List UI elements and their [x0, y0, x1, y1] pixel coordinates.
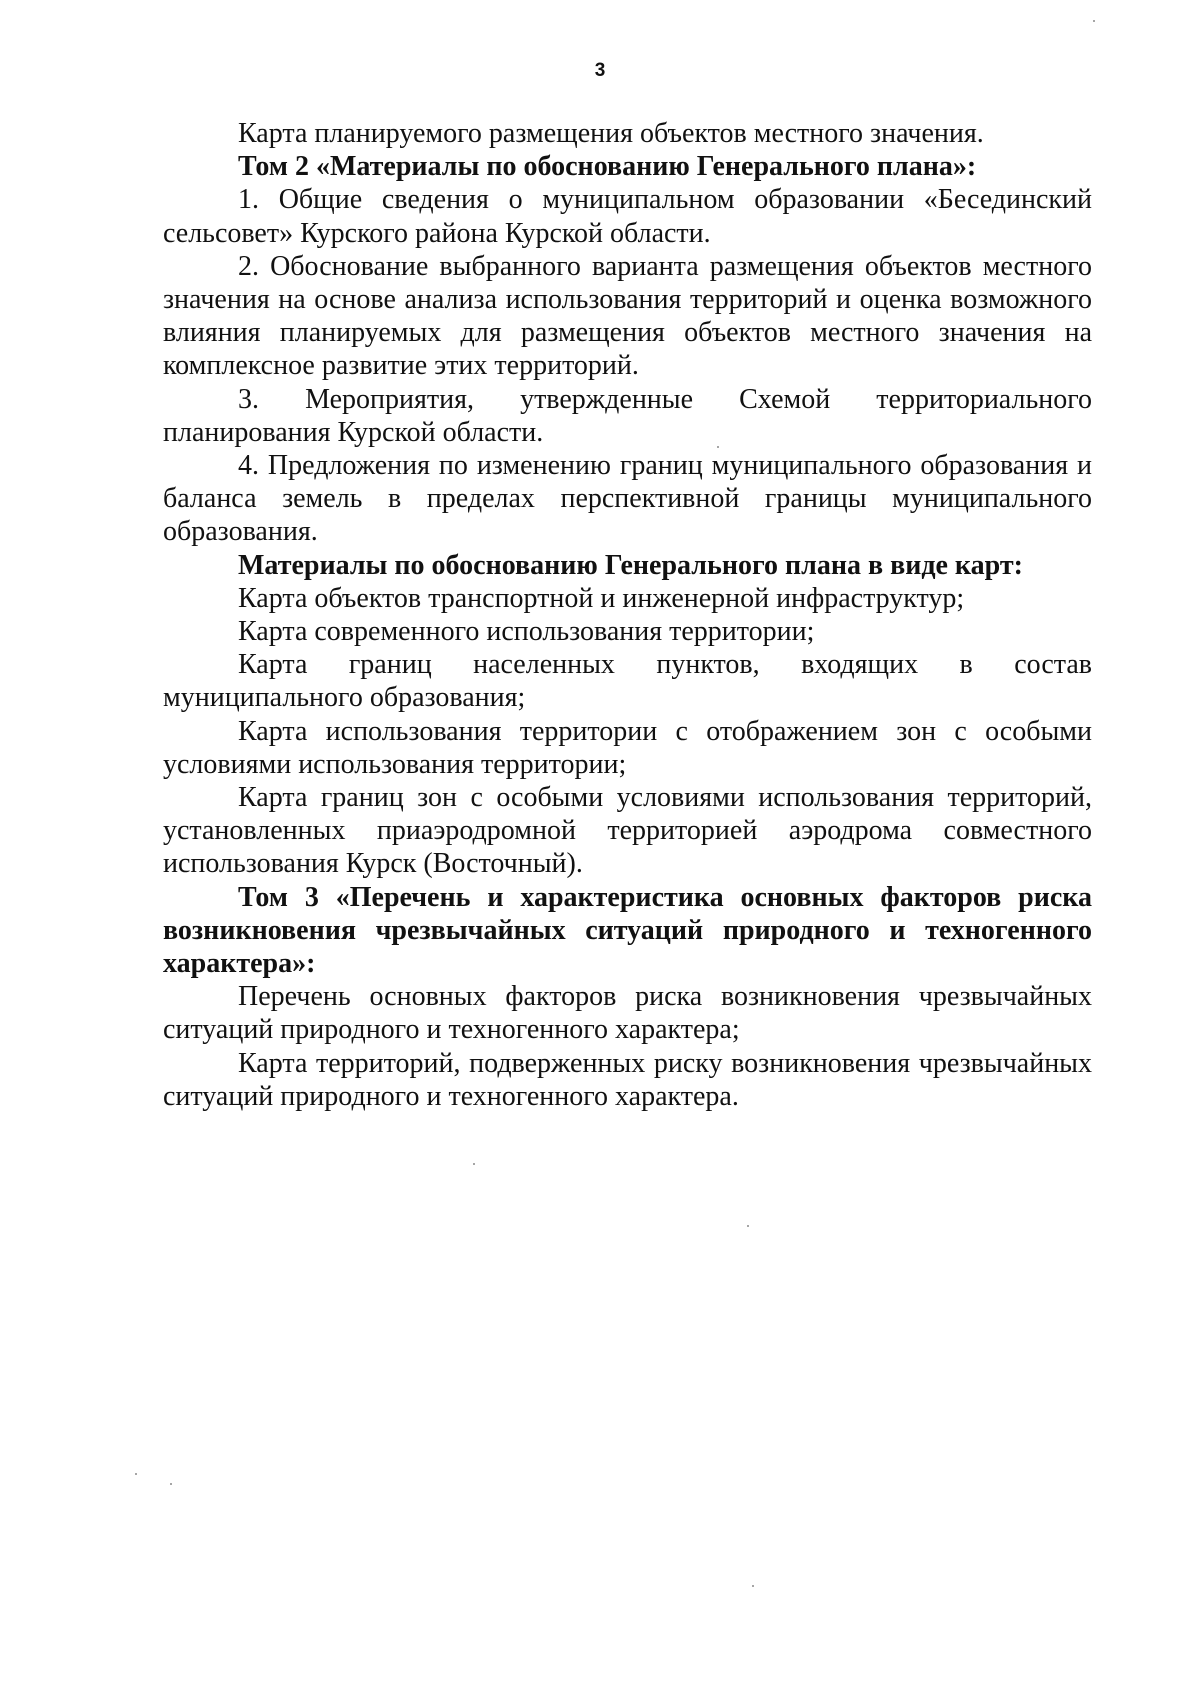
scan-speck [1093, 20, 1095, 22]
heading-volume-2: Том 2 «Материалы по обоснованию Генерального плана»: [238, 151, 977, 183]
list-item-special-zones-map: Карта использования территории с отображением зон с особыми условиями использования территории; [163, 715, 1092, 780]
scan-speck [170, 1483, 172, 1485]
list-item-current-use-map: Карта современного использования территории; [238, 616, 815, 648]
list-item-risk-territories-map: Карта территорий, подверженных риску возникновения чрезвычайных ситуаций природного и техногенного характера. [163, 1047, 1092, 1112]
page-number: 3 [594, 60, 606, 81]
scan-speck [717, 446, 719, 448]
paragraph-general-info: 1. Общие сведения о муниципальном образовании «Бесединский сельсовет» Курского района Курской области. [163, 184, 1092, 249]
list-item-risk-factors: Перечень основных факторов риска возникновения чрезвычайных ситуаций природного и техногенного характера; [163, 981, 1092, 1046]
list-item-settlement-borders-map: Карта границ населенных пунктов, входящих в состав муниципального образования; [163, 649, 1092, 714]
scan-speck [752, 1585, 754, 1587]
heading-maps-materials: Материалы по обоснованию Генерального плана в виде карт: [238, 549, 1023, 581]
paragraph-map-planned-objects: Карта планируемого размещения объектов местного значения. [238, 118, 984, 149]
heading-volume-3: Том 3 «Перечень и характеристика основных факторов риска возникновения чрезвычайных ситуаций природного и техногенного характера»: [163, 881, 1092, 980]
scan-speck [747, 1225, 749, 1227]
list-item-airfield-zones-map: Карта границ зон с особыми условиями использования территорий, установленных приаэродромной территорией аэродрома совместного использования Курск (Восточный). [163, 782, 1092, 880]
paragraph-measures: 3. Мероприятия, утвержденные Схемой территориального планирования Курской области. [163, 383, 1092, 448]
list-item-transport-map: Карта объектов транспортной и инженерной инфраструктур; [238, 582, 965, 614]
paragraph-justification: 2. Обоснование выбранного варианта размещения объектов местного значения на основе анализа использования территорий и оценка возможного влияния планируемых для размещения объектов местного значения на комплексное развитие этих территорий. [163, 250, 1092, 382]
paragraph-border-proposals: 4. Предложения по изменению границ муниципального образования и баланса земель в пределах перспективной границы муниципального образования. [163, 450, 1092, 548]
scan-speck [473, 1163, 475, 1165]
document-body [163, 117, 1092, 1113]
scan-speck [135, 1473, 137, 1475]
